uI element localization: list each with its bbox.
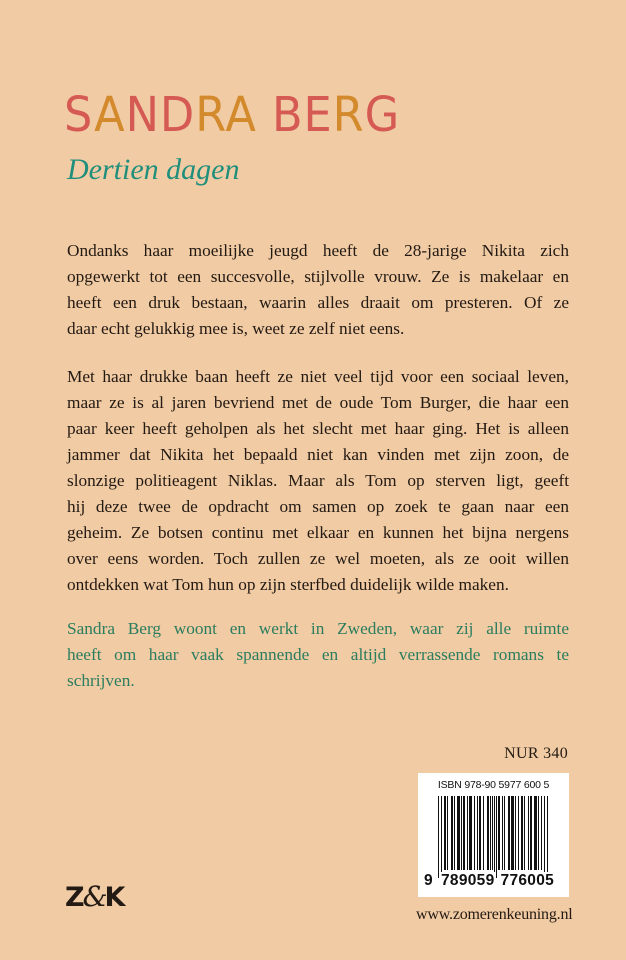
author-letter: E [303, 87, 333, 143]
text-line: Ondanks haar moeilijke jeugd heeft de 28-jarige Nikita zich [67, 241, 569, 260]
barcode-digit-group: 776005 [500, 872, 555, 889]
nur-code: NUR 340 [504, 745, 568, 762]
text-line: maar ze is al jaren bevriend met de oude Tom Burger, die haar een [67, 393, 569, 412]
barcode-digits [424, 872, 564, 890]
isbn-label: ISBN 978-90 5977 600 5 [437, 779, 550, 791]
blurb-paragraph-2 [67, 364, 569, 598]
text-line: heeft een druk bestaan, waarin alles draait om presteren. Of ze [67, 293, 569, 312]
text-line: jammer dat Nikita het bepaald niet kan vinden met zijn zoon, de [67, 445, 569, 464]
author-letter: R [332, 87, 365, 143]
author-letter: G [364, 87, 401, 143]
text-line: ontdekken wat Tom hun op zijn sterfbed duidelijk wilde maken. [67, 575, 509, 594]
author-letter: B [271, 87, 304, 143]
text-line: paar keer heeft geholpen als het slecht met haar ging. Het is alleen [67, 419, 569, 438]
author-bio-paragraph [67, 616, 569, 694]
text-line: slonzige politieagent Niklas. Maar als Tom op sterven ligt, geeft [67, 471, 569, 490]
author-letter: A [94, 87, 126, 143]
text-line: opgewerkt tot een succesvolle, stijlvolle vrouw. Ze is makelaar en [67, 267, 569, 286]
barcode-digit-first: 9 [424, 872, 433, 889]
author-letter: R [195, 87, 226, 143]
author-name [64, 87, 401, 143]
author-letter: N [125, 87, 160, 143]
text-line: over eens worden. Toch zullen ze wel moeten, als ze ooit willen [67, 549, 569, 568]
logo-k: K [104, 882, 124, 913]
text-line: daar echt gelukkig mee is, weet ze zelf niet eens. [67, 319, 405, 338]
blurb-paragraph-1 [67, 238, 569, 342]
publisher-website-link[interactable]: www.zomerenkeuning.nl [416, 906, 573, 923]
barcode-bars-icon [438, 796, 551, 878]
book-title: Dertien dagen [67, 153, 240, 186]
text-line: hij deze twee de opdracht om samen op zoek te gaan naar een [67, 497, 569, 516]
logo-z: Z [65, 882, 83, 913]
text-line: schrijven. [67, 671, 135, 690]
barcode-digit-group: 789059 [441, 872, 495, 889]
text-line: heeft om haar vaak spannende en altijd verrassende romans te [67, 645, 569, 664]
author-letter: A [225, 87, 257, 143]
text-line: Sandra Berg woont en werkt in Zweden, waar zij alle ruimte [67, 619, 569, 638]
logo-ampersand: & [82, 880, 105, 913]
author-letter: S [64, 87, 95, 143]
isbn-barcode [418, 773, 569, 897]
publisher-logo [65, 880, 123, 915]
author-letter: D [159, 87, 196, 143]
author-letter [257, 87, 272, 143]
text-line: Met haar drukke baan heeft ze niet veel tijd voor een sociaal leven, [67, 367, 569, 386]
text-line: geheim. Ze botsen continu met elkaar en kunnen het bijna nergens [67, 523, 569, 542]
